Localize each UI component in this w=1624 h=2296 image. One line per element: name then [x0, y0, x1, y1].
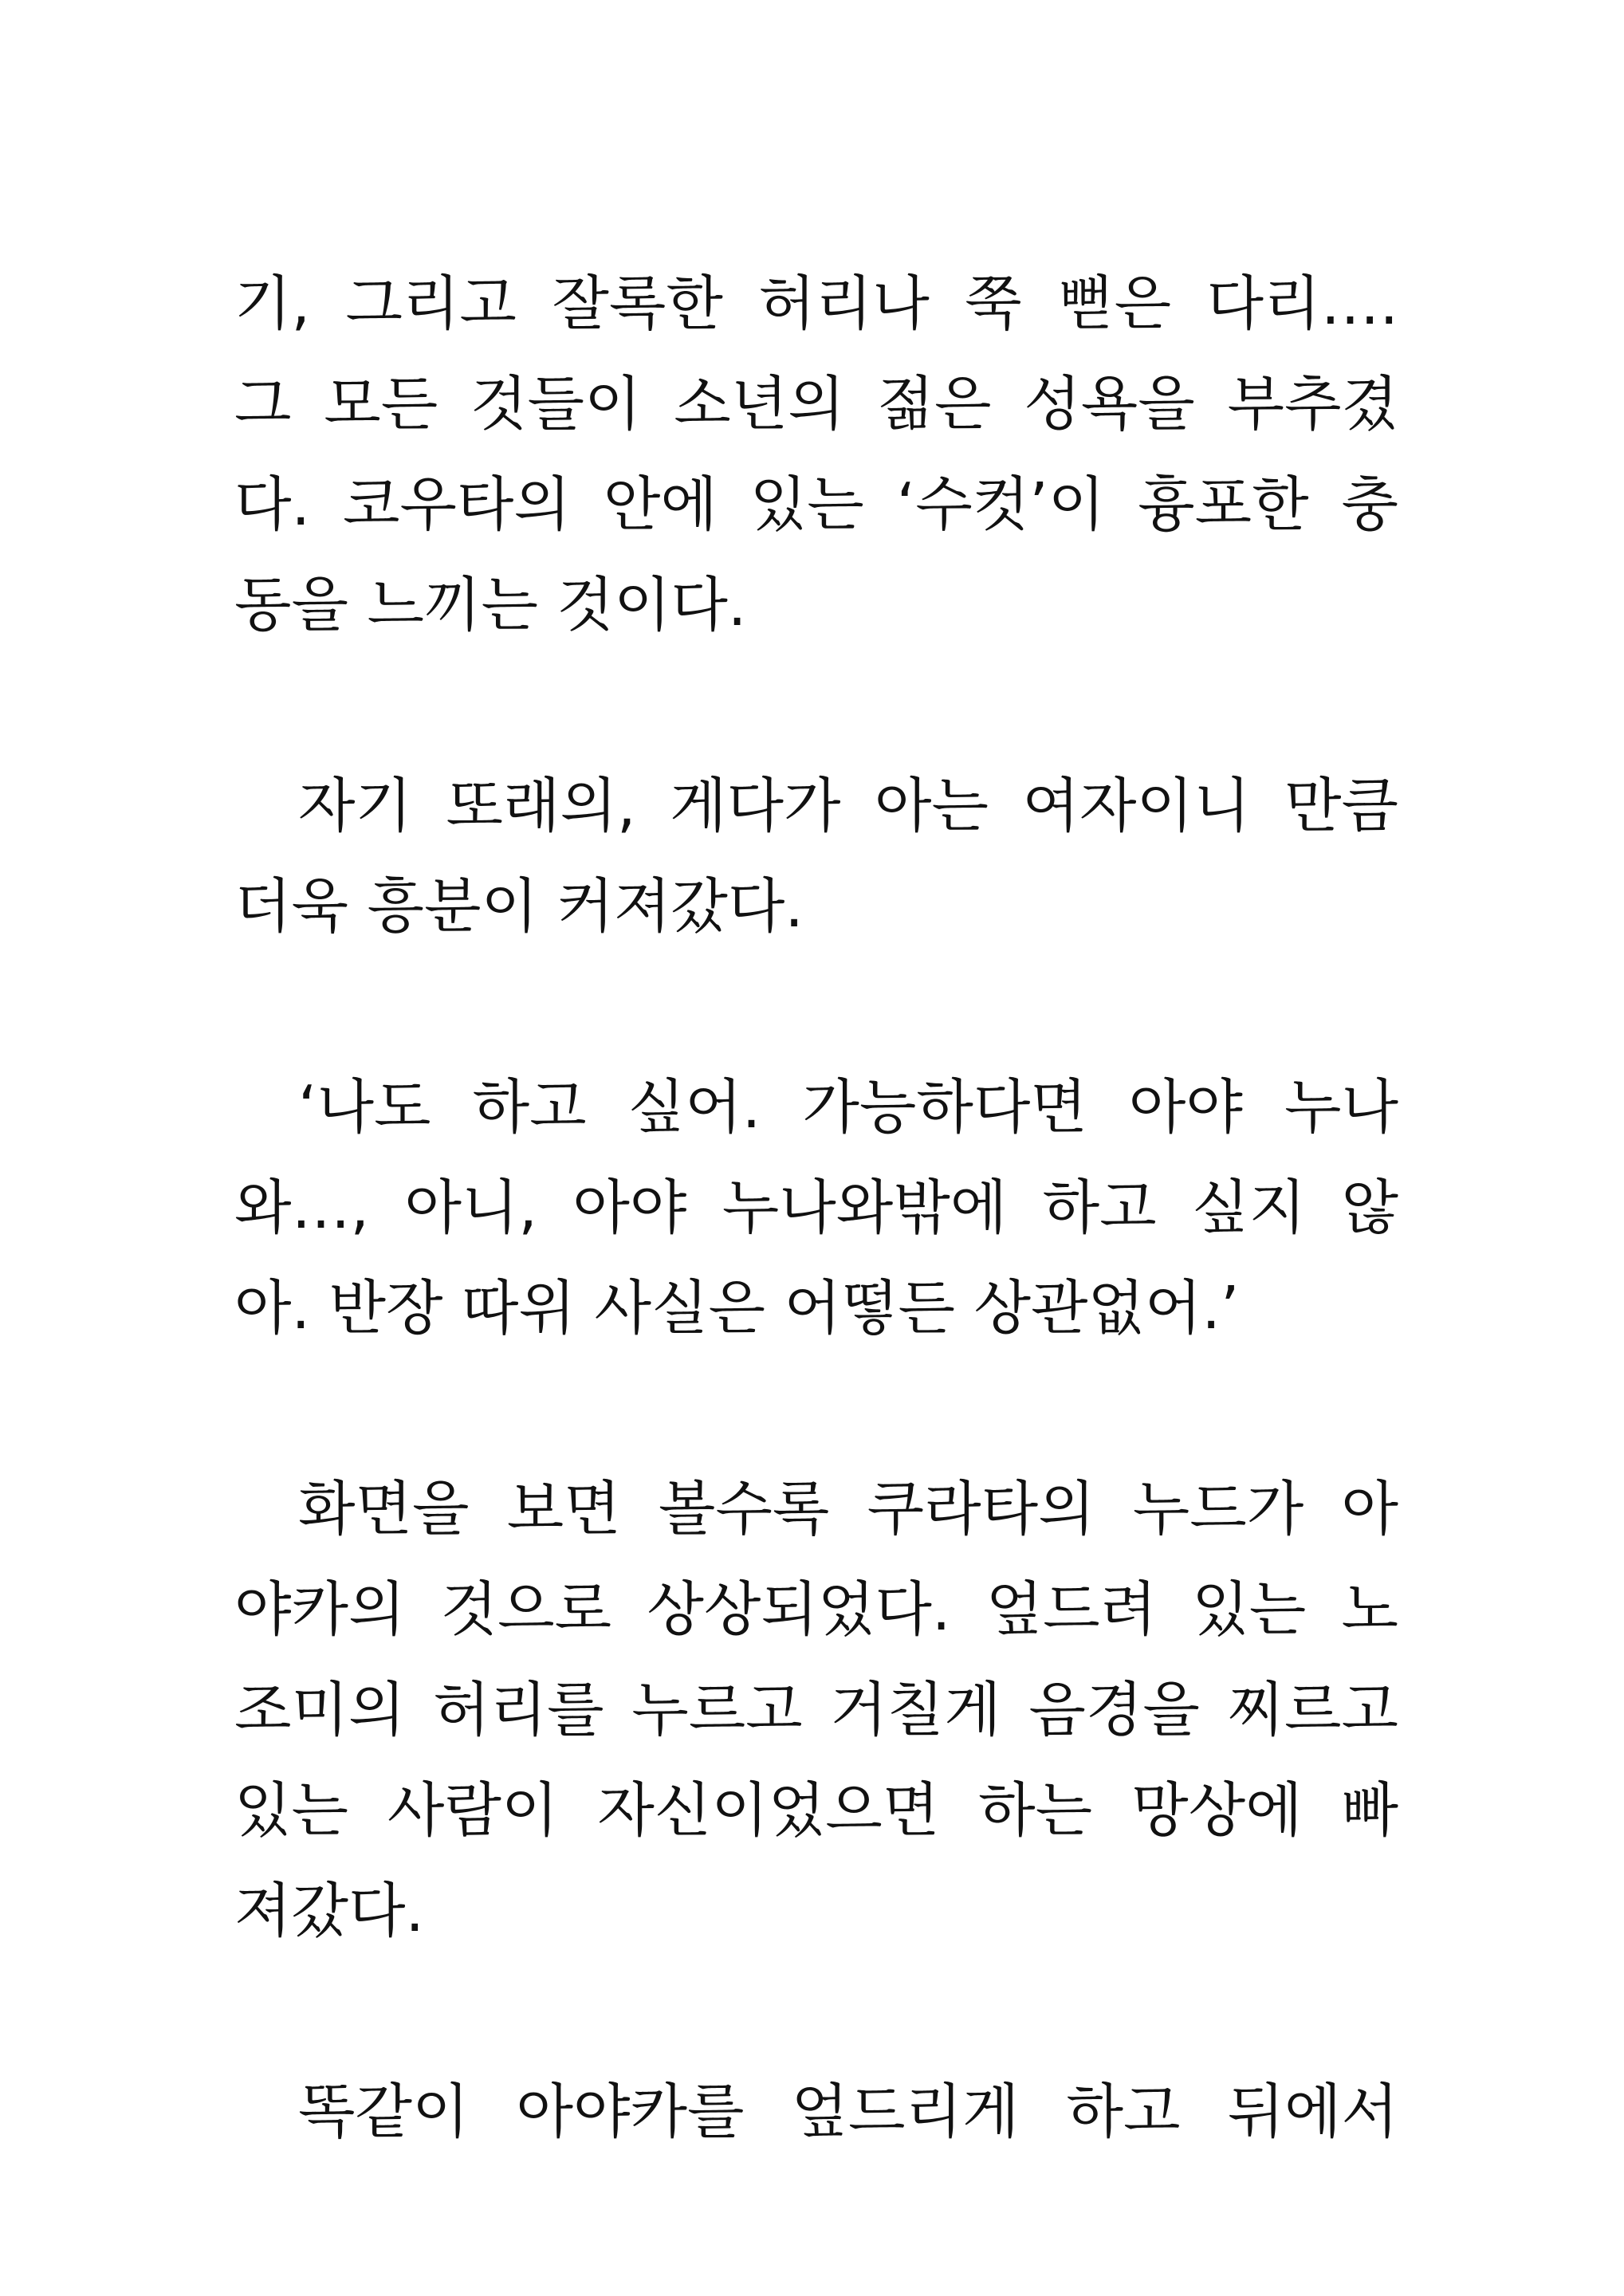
text-line: 기, 그리고 잘록한 허리나 쭉 뻗은 다리….	[234, 269, 1398, 338]
paragraph-2	[234, 756, 1398, 957]
text-line: 다. 코우타의 안에 있는 ‘수컷’이 흉포한 충	[234, 470, 1398, 539]
text-line: 동을 느끼는 것이다.	[234, 571, 747, 639]
text-line: 와…, 아니, 아야 누나와밖에 하고 싶지 않	[234, 1174, 1398, 1242]
text-line: 화면을 보면 볼수록 쿠라타의 누드가 아	[298, 1475, 1398, 1543]
text-line: 자기 또래의, 게다가 아는 여자이니 만큼	[298, 772, 1398, 840]
text-line: 그 모든 것들이 소년의 젊은 성욕을 부추겼	[234, 370, 1398, 438]
text-line: 조미의 허리를 누르고 거칠게 음경을 찌르고	[234, 1676, 1398, 1744]
text-line: 야카의 것으로 상상되었다. 엎드려 있는 노	[234, 1575, 1398, 1644]
paragraph-4	[234, 1459, 1398, 1961]
paragraph-5	[234, 2062, 1398, 2162]
text-line: 더욱 흥분이 커져갔다.	[234, 872, 804, 941]
text-line: 있는 사람이 자신이었으면 하는 망상에 빠	[234, 1776, 1398, 1845]
text-line: ‘나도 하고 싶어. 가능하다면 아야 누나	[298, 1073, 1398, 1142]
text-line: 똑같이 아야카를 엎드리게 하고 뒤에서	[298, 2078, 1398, 2146]
paragraph-3	[234, 1057, 1398, 1358]
text-line: 아. 반장 따위 사실은 어떻든 상관없어.’	[234, 1274, 1240, 1343]
paragraph-1	[234, 254, 1398, 655]
body-text	[234, 254, 1398, 2263]
text-line: 져갔다.	[234, 1877, 424, 1945]
